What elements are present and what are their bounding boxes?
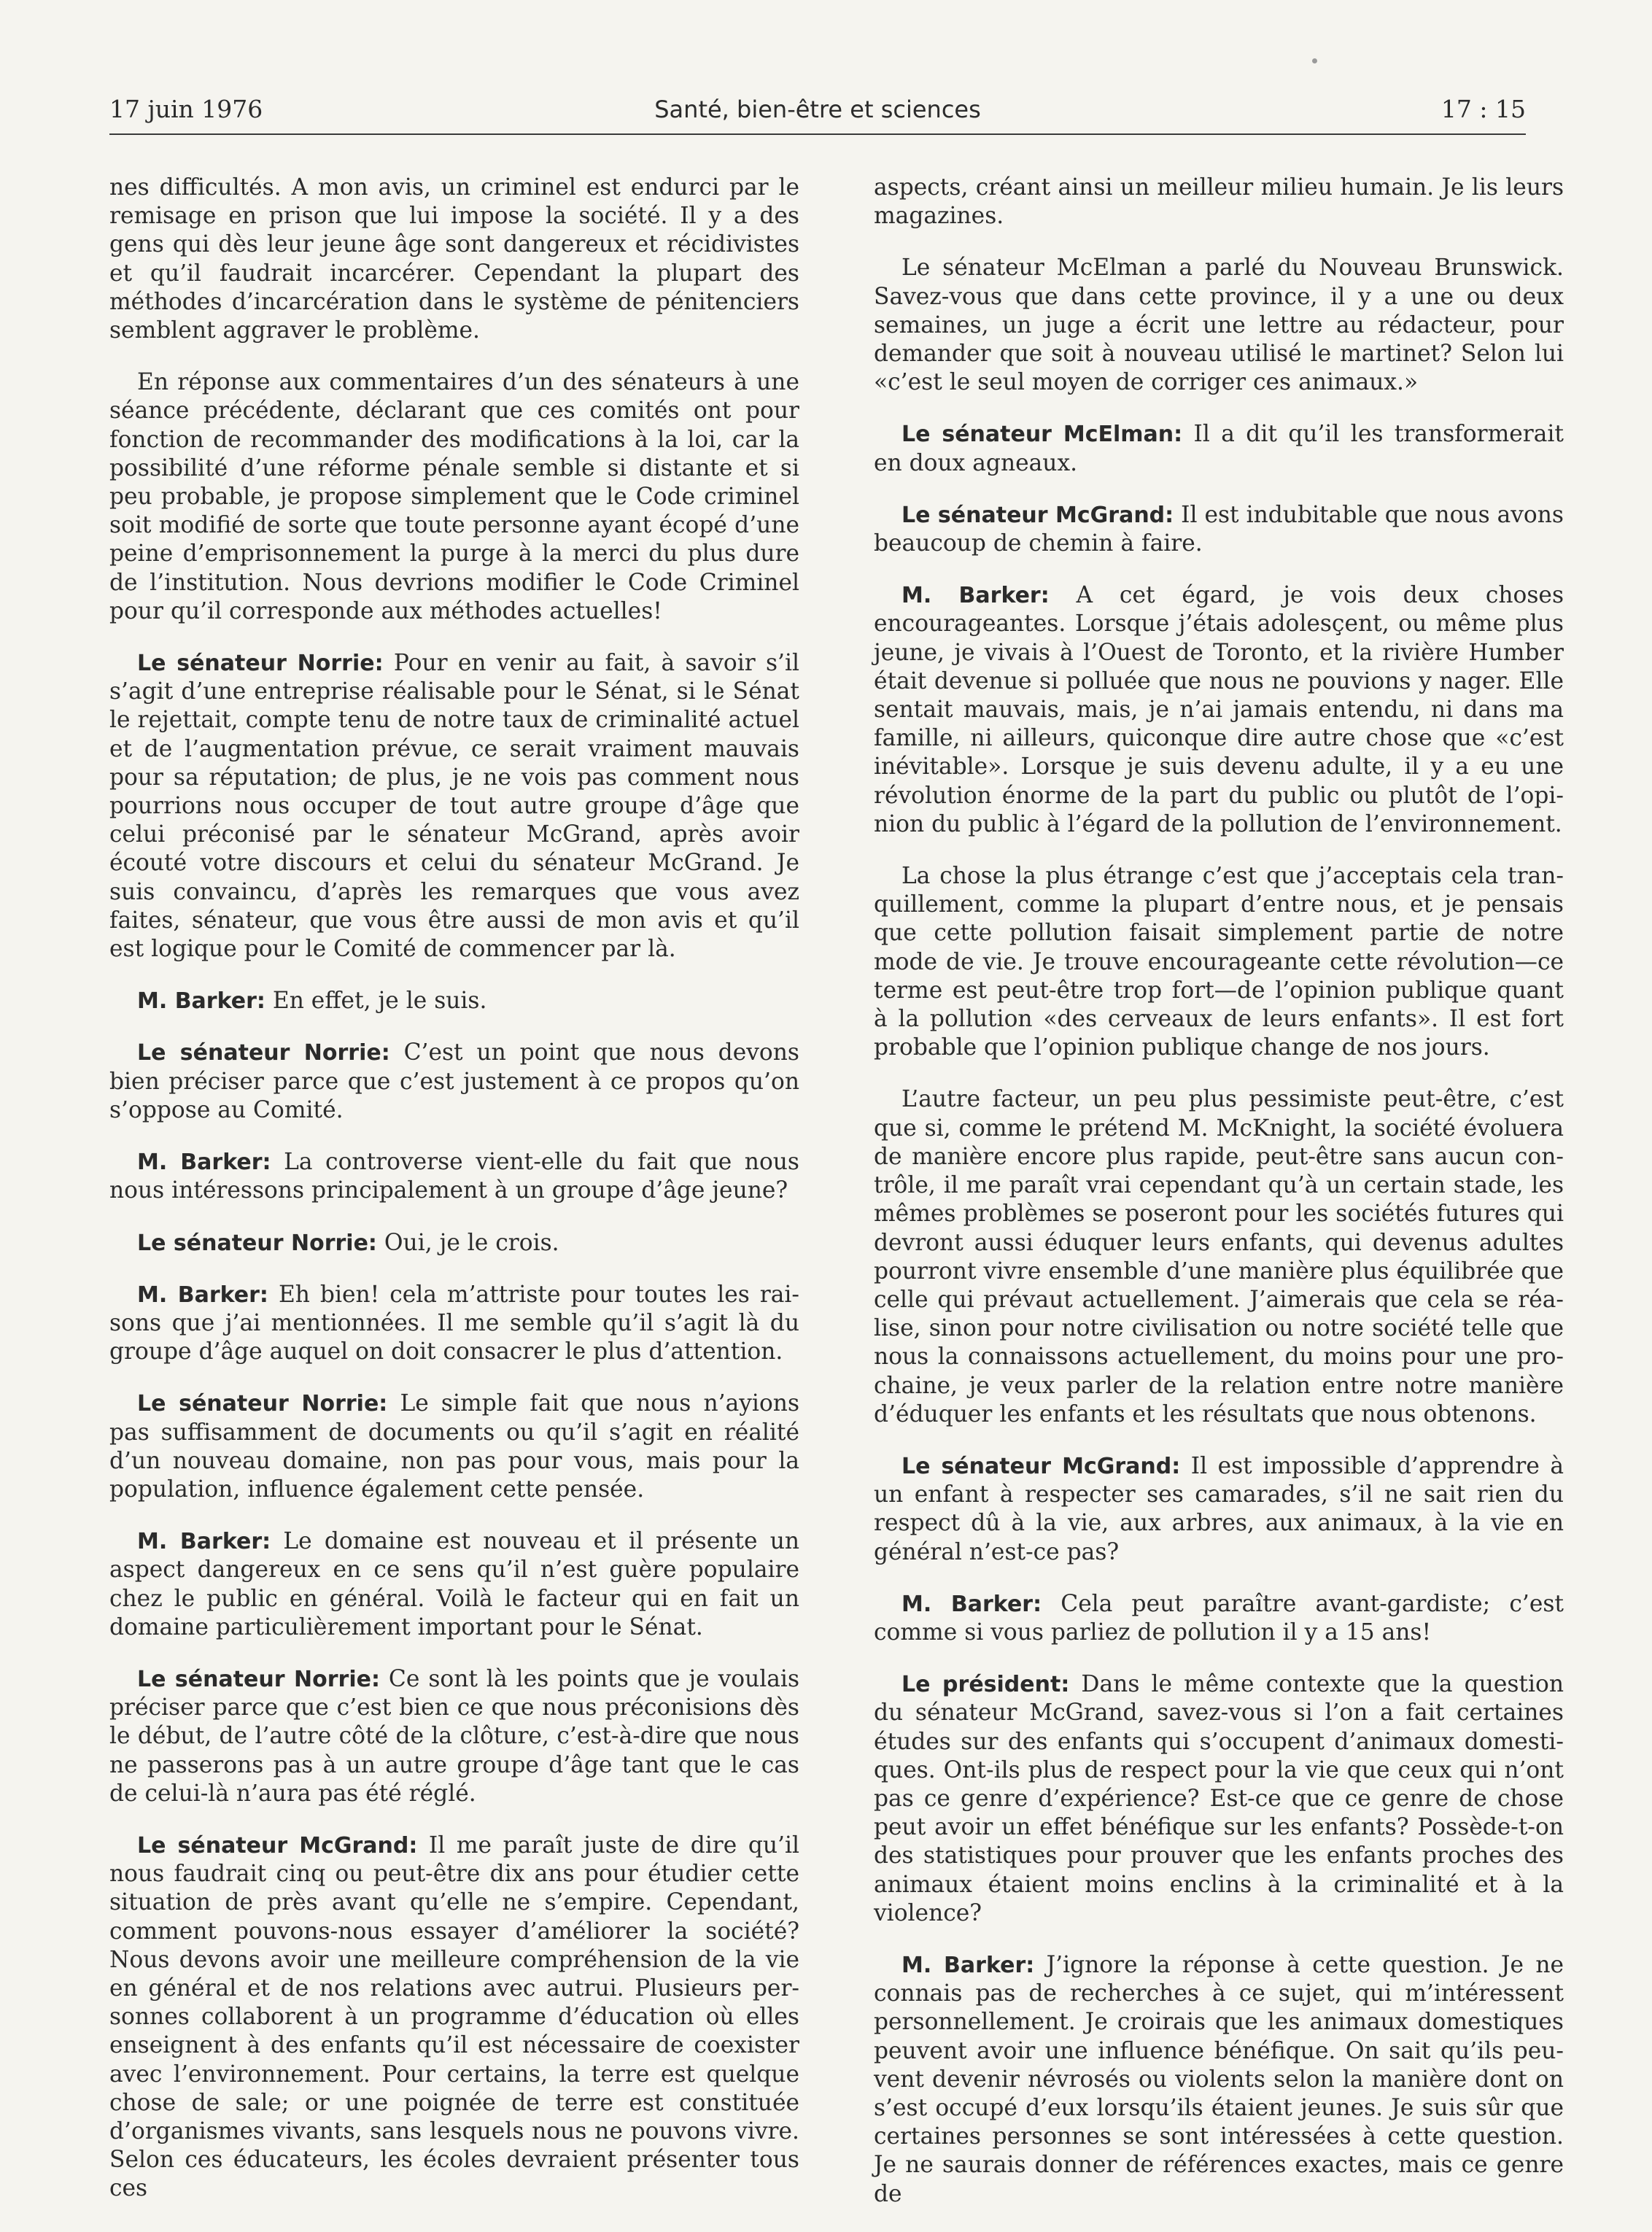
paragraph xyxy=(109,1229,799,1258)
paragraph-text: Le simple fait que nous n’ayions pas suffisamment de documents ou qu’il s’agit en réalité d’un nouveau domaine, non pas pour vous, mais pour la population, influence également cette pensée. xyxy=(109,1390,800,1503)
speaker-name: M. Barker: xyxy=(901,583,1050,609)
paragraph-text: C’est un point que nous devons bien préciser parce que c’est justement à ce propos qu’on s’oppose au Comité. xyxy=(109,1039,799,1123)
paragraph-text: La chose la plus étrange c’est que j’acceptais cela tranquillement, comme la plupart d’entre nous, et je pensais que cette pollution faisait simplement partie de notre mode de vie. Je trouve encourageante cette révolution—ce terme est peut-être trop fort—de l’opinion publique quant à la pollution «des cerveaux de leurs enfants». Il est fort probable que l’opinion publique change de nos jours. xyxy=(874,863,1564,1061)
left-column xyxy=(109,174,799,2227)
paragraph xyxy=(109,649,799,964)
paragraph xyxy=(109,1390,799,1504)
speaker-name: M. Barker: xyxy=(901,1591,1042,1617)
speaker-name: Le sénateur McGrand: xyxy=(901,502,1174,528)
paragraph-text: Il est indubitable que nous avons beaucoup de chemin à faire. xyxy=(874,501,1564,557)
speaker-name: Le sénateur McGrand: xyxy=(137,1832,418,1859)
paragraph-text: La controverse vient-elle du fait que nous nous intéressons principalement à un groupe d’âge jeune? xyxy=(109,1149,799,1204)
paragraph-text: Ce sont là les points que je voulais préciser parce que c’est bien ce que nous préconisions dès le début, de l’autre côté de la clôture, c’est-à-dire que nous ne passerons pas à un autre groupe d’âge tant que le cas de celui-là n’aura pas été réglé. xyxy=(109,1665,800,1807)
paragraph-text: Il a dit qu’il les transformerait en doux agneaux. xyxy=(874,421,1564,476)
paragraph-text: Il me paraît juste de dire qu’il nous faudrait cinq ou peut-être dix ans pour étudier cette situation de près avant qu’elle ne s’empire. Cependant, comment pouvons-nous essayer d’améliorer la société? Nous devons avoir une meilleure compréhension de la vie en général et de nos relations avec autrui. Plusieurs personnes collaborent à un programme d’éducation où elles enseignent à des enfants qu’il est nécessaire de coexister avec l’environnement. Pour certains, la terre est quelque chose de sale; or une poignée de terre est constituée d’organismes vivants, sans lesquels nous ne pouvons vivre. Selon ces éducateurs, les écoles devraient présenter tous ces xyxy=(109,1832,800,2202)
speaker-name: M. Barker: xyxy=(137,1150,271,1176)
speaker-name: Le sénateur McGrand: xyxy=(901,1453,1181,1479)
running-header xyxy=(109,93,1526,134)
paragraph-text: Eh bien! cela m’attriste pour toutes les raisons que j’ai mentionnées. Il me semble qu’il s’agit là du groupe d’âge auquel on doit consacrer le plus d’attention. xyxy=(109,1281,799,1365)
paragraph xyxy=(109,1527,799,1642)
paragraph-text: Le domaine est nouveau et il présente un aspect dangereux en ce sens qu’il n’est guère populaire chez le public en général. Voilà le facteur qui en fait un domaine particulièrement important pour le Sénat. xyxy=(109,1528,800,1640)
paragraph xyxy=(109,1665,799,1808)
paragraph xyxy=(874,1670,1564,1928)
speaker-name: Le sénateur McElman: xyxy=(901,422,1183,448)
paragraph-text: Il est impossible d’apprendre à un enfant à respecter ses camarades, s’il ne sait rien du respect dû à la vie, aux arbres, aux animaux, à la vie en général n’est-ce pas? xyxy=(874,1452,1564,1565)
paragraph xyxy=(874,420,1564,477)
paragraph xyxy=(874,254,1564,397)
speaker-name: M. Barker: xyxy=(901,1952,1035,1978)
page-speck xyxy=(1312,58,1317,63)
header-date: 17 juin 1976 xyxy=(109,95,263,123)
speaker-name: M. Barker: xyxy=(137,1529,271,1555)
speaker-name: Le sénateur Norrie: xyxy=(137,1666,380,1692)
paragraph-text: En effet, je le suis. xyxy=(272,988,487,1015)
paragraph xyxy=(874,1452,1564,1567)
speaker-name: Le sénateur Norrie: xyxy=(137,1391,388,1417)
paragraph xyxy=(874,501,1564,558)
speaker-name: Le sénateur Norrie: xyxy=(137,1230,377,1256)
paragraph-text: En réponse aux commentaires d’un des sénateurs à une séance précédente, déclarant que ces comités ont pour fonction de recommander des modifications à la loi, car la possibilité d’une réforme pénale semble si distante et si peu probable, je propose simplement que le Code criminel soit modifié de sorte que toute personne ayant écopé d’une peine d’emprisonnement la purge à la merci du plus dure de l’institution. Nous devrions modifier le Code Criminel pour qu’il corresponde aux méthodes actuelles! xyxy=(109,369,799,624)
paragraph xyxy=(874,1590,1564,1647)
paragraph xyxy=(874,862,1564,1062)
paragraph xyxy=(109,174,799,345)
right-column xyxy=(874,174,1564,2232)
paragraph xyxy=(109,368,799,626)
paragraph xyxy=(874,1085,1564,1428)
speaker-name: Le sénateur Norrie: xyxy=(137,1040,390,1066)
header-title: Santé, bien-être et sciences xyxy=(654,96,981,123)
paragraph-text: Le sénateur McElman a parlé du Nouveau Brunswick. Savez-vous que dans cette province, il y a une ou deux semaines, un juge a écrit une lettre au rédacteur, pour demander que soit à nouveau utilisé le martinet? Selon lui «c’est le seul moyen de corriger ces animaux.» xyxy=(874,255,1564,396)
paragraph xyxy=(874,1951,1564,2209)
paragraph xyxy=(109,1039,799,1125)
header-rule xyxy=(109,133,1526,135)
header-page-number: 17 : 15 xyxy=(1440,95,1526,123)
paragraph-text: aspects, créant ainsi un meilleur milieu humain. Je lis leurs magazines. xyxy=(874,174,1564,230)
paragraph-text: Cela peut paraître avant-gardiste; c’est comme si vous parliez de pollution il y a 15 ans! xyxy=(874,1590,1564,1646)
paragraph xyxy=(109,1281,799,1367)
paragraph xyxy=(109,1148,799,1205)
paragraph-text: Dans le même contexte que la question du sénateur McGrand, savez-vous si l’on a fait certaines études sur des enfants qui s’occupent d’animaux domestiques. Ont-ils plus de respect pour la vie que ceux qui n’ont pas ce genre d’expérience? Est-ce que ce genre de chose peut avoir un effet bénéfique sur les enfants? Possède-t-on des statistiques pour prouver que les enfants proches des animaux étaient moins enclins à la criminalité et à la violence? xyxy=(874,1671,1564,1926)
speaker-name: Le sénateur Norrie: xyxy=(137,651,384,677)
paragraph-text: Oui, je le crois. xyxy=(384,1229,559,1256)
speaker-name: M. Barker: xyxy=(137,988,265,1015)
speaker-name: Le président: xyxy=(901,1672,1070,1698)
paragraph-text: L’autre facteur, un peu plus pessimiste peut-être, c’est que si, comme le prétend M. McKnight, la société évoluera de manière encore plus rapide, peut-être sans aucun contrôle, il me paraît vrai cependant qu’à un certain stade, les mêmes problèmes se poseront pour les sociétés futures qui devront aussi éduquer leurs enfants, qui devenus adultes pourront vivre ensemble d’une manière plus équilibrée que celle qui prévaut actuellement. J’aimerais que cela se réalise, sinon pour notre civilisation ou notre société telle que nous la connaissons actuellement, du moins pour une prochaine, je veux parler de la relation entre notre manière d’éduquer les enfants et les résultats que nous obtenons. xyxy=(874,1086,1564,1427)
paragraph-text: J’ignore la réponse à cette question. Je ne connais pas de recherches à ce sujet, qui m’intéressent personnellement. Je croirais que les animaux domestiques peuvent avoir une influence bénéfique. On sait qu’ils peuvent devenir névrosés ou violents selon la manière dont on s’est occupé d’eux lorsqu’ils étaient jeunes. Je suis sûr que certaines personnes se sont intéressées à cette question. Je ne saurais donner de références exactes, mais ce genre de xyxy=(874,1951,1564,2207)
paragraph-text: A cet égard, je vois deux choses encourageantes. Lorsque j’étais adolesçent, ou même plus jeune, je vivais à l’Ouest de Toronto, et la rivière Humber était devenue si polluée que nous ne pouvions y nager. Elle sentait mauvais, mais, je n’ai jamais entendu, ni dans ma famille, ni ailleurs, quiconque dire autre chose que «c’est inévitable». Lorsque je suis devenu adulte, il y a eu une révolution énorme de la part du public ou plutôt de l’opinion du public à l’égard de la pollution de l’environnement. xyxy=(874,582,1564,837)
paragraph xyxy=(874,581,1564,839)
paragraph xyxy=(874,174,1564,230)
paragraph xyxy=(109,987,799,1015)
paragraph-text: nes difficultés. A mon avis, un criminel est endurci par le remisage en prison que lui impose la société. Il y a des gens qui dès leur jeune âge sont dangereux et récidivistes et qu’il faudrait incarcérer. Cependant la plupart des méthodes d’incarcération dans le système de pénitenciers semblent aggraver le problème. xyxy=(109,174,799,344)
paragraph xyxy=(109,1832,799,2204)
speaker-name: M. Barker: xyxy=(137,1282,268,1308)
paragraph-text: Pour en venir au fait, à savoir s’il s’agit d’une entreprise réalisable pour le Sénat, si le Sénat le rejettait, compte tenu de notre taux de criminalité actuel et de l’augmentation prévue, ce serait vraiment mauvais pour sa réputation; de plus, je ne vois pas comment nous pourrions nous occuper de tout autre groupe d’âge que celui préconisé par le sénateur McGrand, après avoir écouté votre discours et celui du sénateur McGrand. Je suis convaincu, d’après les remarques que vous avez faites, sénateur, que vous être aussi de mon avis et qu’il est logique pour le Comité de commencer par là. xyxy=(109,650,800,963)
